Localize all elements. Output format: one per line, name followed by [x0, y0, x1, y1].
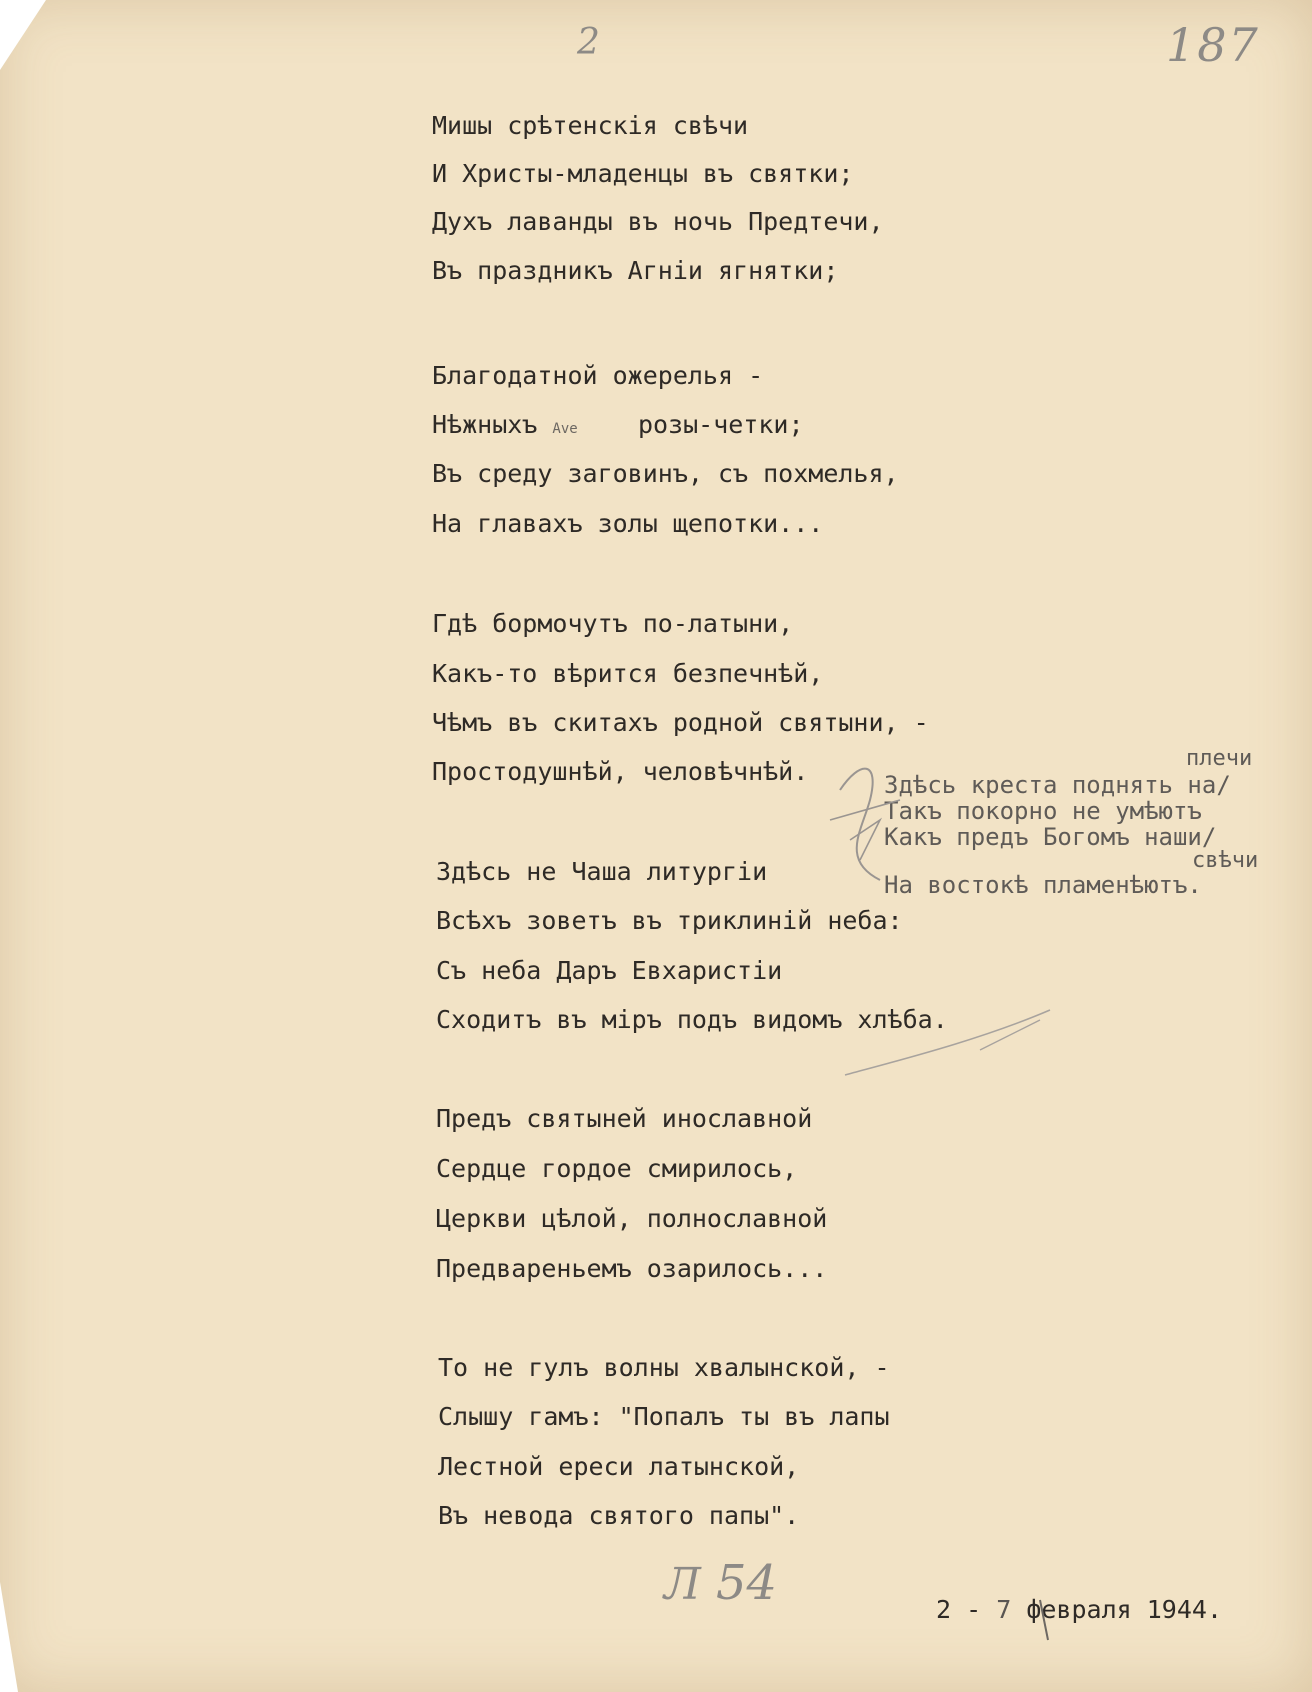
- pencil-stroke: [980, 1020, 1040, 1050]
- poem-line: Въ праздникъ Агніи ягнятки;: [432, 256, 839, 285]
- margin-note: [884, 742, 1294, 902]
- poem-line: Благодатной ожерелья -: [432, 361, 764, 390]
- poem-line: Въ среду заговинъ, съ похмелья,: [432, 459, 899, 488]
- margin-note-insert: свѣчи: [1192, 848, 1259, 873]
- poem-line: Духъ лаванды въ ночь Предтечи,: [432, 207, 884, 236]
- poem-line: На главахъ золы щепотки...: [432, 509, 824, 538]
- poem-line: Всѣхъ зоветъ въ триклиній неба:: [436, 906, 903, 935]
- poem-line: Какъ-то вѣрится безпечнѣй,: [432, 659, 824, 688]
- pencil-archive-number: Л 54: [664, 1555, 778, 1611]
- poem-line: Чѣмъ въ скитахъ родной святыни, -: [432, 708, 929, 737]
- poem-line: Простодушнѣй, человѣчнѣй.: [432, 757, 809, 786]
- poem-line: Предвареньемъ озарилось...: [436, 1254, 828, 1283]
- poem-line: Предъ святыней инославной: [436, 1104, 813, 1133]
- poem-line: Церкви цѣлой, полнославной: [436, 1204, 828, 1233]
- poem-line: И Христы-младенцы въ святки;: [432, 159, 854, 188]
- poem-fragment: розы-четки;: [637, 410, 804, 439]
- poem-line: Въ невода святого папы".: [438, 1501, 800, 1530]
- poem-line-with-ave: [432, 411, 804, 443]
- date-start: 2 -: [936, 1595, 997, 1624]
- poem-line: Здѣсь не Чаша литургіи: [436, 857, 768, 886]
- poem-line: Мишы срѣтенскія свѣчи: [432, 111, 749, 140]
- insertion-mark: [840, 769, 880, 880]
- pencil-stroke: [850, 820, 880, 860]
- poem-line: Слышу гамъ: "Попалъ ты въ лапы: [438, 1402, 890, 1431]
- poem-fragment: Нѣжныхъ: [432, 410, 538, 439]
- torn-edge: [0, 1582, 18, 1692]
- torn-corner: [0, 0, 46, 70]
- handwritten-digit: 7: [996, 1595, 1012, 1624]
- poem-line: Лестной ереси латынской,: [438, 1452, 800, 1481]
- margin-note-line: Какъ предъ Богомъ наши/: [884, 823, 1217, 851]
- poem-line: Съ неба Даръ Евхаристіи: [436, 956, 783, 985]
- date-line: [936, 1596, 1222, 1624]
- pencil-page-number: 2: [577, 22, 600, 63]
- date-rest: февраля 1944.: [1011, 1595, 1222, 1624]
- poem-line: Сердце гордое смирилось,: [436, 1154, 798, 1183]
- poem-line: Сходитъ въ міръ подъ видомъ хлѣба.: [436, 1005, 948, 1034]
- margin-note-line: Такъ покорно не умѣютъ: [884, 797, 1202, 825]
- poem-line: То не гулъ волны хвалынской, -: [438, 1353, 890, 1382]
- pencil-sheet-number: 187: [1166, 18, 1260, 72]
- poem-line: Гдѣ бормочутъ по-латыни,: [432, 609, 794, 638]
- margin-note-line: Здѣсь креста поднять на/: [884, 771, 1231, 799]
- ave-word: Ave: [552, 421, 578, 437]
- margin-note-line: На востокѣ пламенѣютъ.: [884, 871, 1202, 899]
- margin-note-insert: плечи: [1186, 746, 1253, 771]
